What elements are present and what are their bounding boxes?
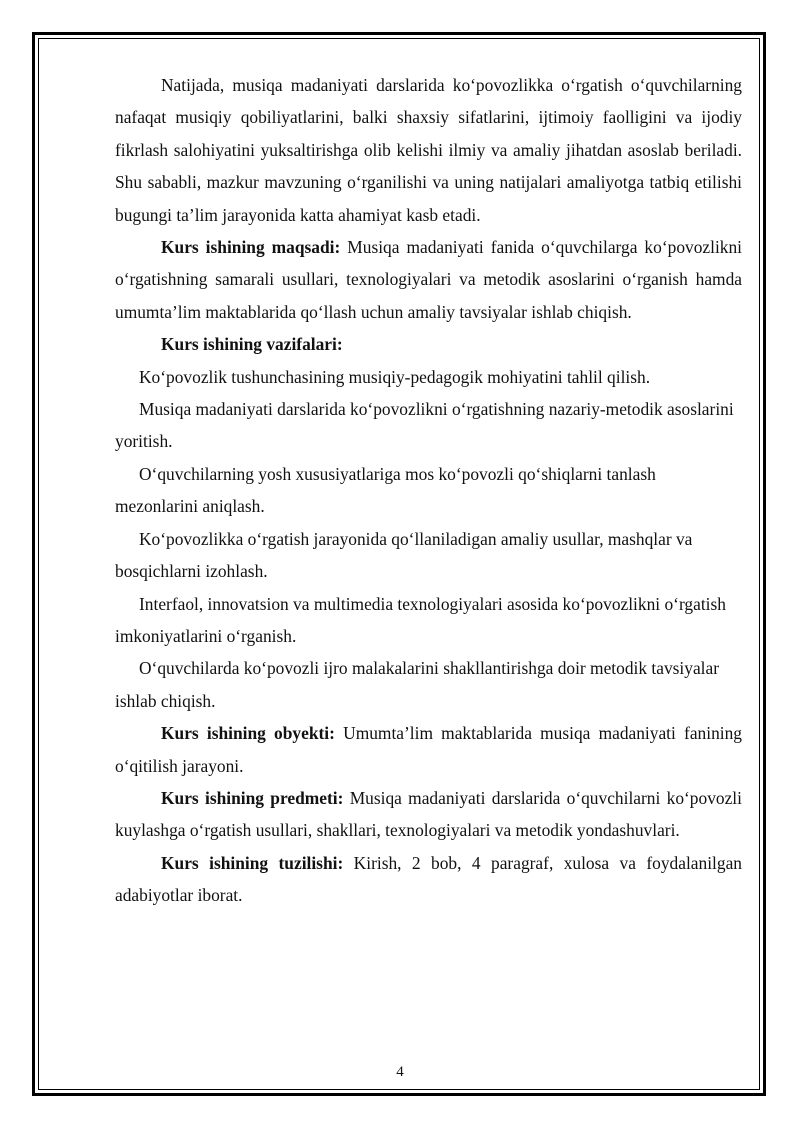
- document-body: [115, 69, 742, 912]
- task-item: O‘quvchilarda ko‘povozli ijro malakalarini shakllantirishga doir metodik tavsiyalar ishlab chiqish.: [115, 658, 720, 711]
- task-item: Ko‘povozlik tushunchasining musiqiy-pedagogik mohiyatini tahlil qilish.: [139, 366, 651, 387]
- object-paragraph: [115, 717, 742, 782]
- task-item: Interfaol, innovatsion va multimedia texnologiyalari asosida ko‘povozlikni o‘rgatish imkoniyatlarini o‘rganish.: [115, 593, 726, 646]
- subject-label: Kurs ishining predmeti:: [161, 787, 344, 808]
- goal-label: Kurs ishining maqsadi:: [161, 237, 341, 258]
- page-number: 4: [396, 1064, 404, 1080]
- object-label: Kurs ishining obyekti:: [161, 723, 335, 744]
- goal-paragraph: [115, 231, 742, 328]
- subject-text: Musiqa madaniyati darslarida o‘quvchilarni ko‘povozli kuylashga o‘rgatish usullari, shakllari, texnologiyalari va metodik yondashuvlari.: [115, 787, 742, 841]
- task-item: Ko‘povozlikka o‘rgatish jarayonida qo‘llaniladigan amaliy usullar, mashqlar va bosqichlarni izohlash.: [115, 528, 693, 582]
- task-item: Musiqa madaniyati darslarida ko‘povozlikni o‘rgatishning nazariy-metodik asoslarini yoritish.: [115, 399, 734, 452]
- tasks-heading: [115, 328, 742, 360]
- tasks-heading-label: Kurs ishining vazifalari:: [161, 334, 343, 355]
- object-text: Umumta’lim maktablarida musiqa madaniyati fanining o‘qitilish jarayoni.: [115, 723, 742, 776]
- structure-text: Kirish, 2 bob, 4 paragraf, xulosa va foydalanilgan adabiyotlar iborat.: [115, 852, 742, 906]
- task-item: O‘quvchilarning yosh xususiyatlariga mos ko‘povozli qo‘shiqlarni tanlash mezonlarini aniqlash.: [115, 463, 656, 517]
- goal-text: Musiqa madaniyati fanida o‘quvchilarga ko‘povozlikni o‘rgatishning samarali usullari, texnologiyalari va metodik asoslarini o‘rganish hamda umumta’lim maktablarida qo‘llash uchun amaliy tavsiyalar ishlab chiqish.: [115, 237, 743, 322]
- structure-label: Kurs ishining tuzilishi:: [161, 852, 344, 873]
- structure-paragraph: [115, 847, 742, 912]
- subject-paragraph: [115, 782, 742, 847]
- intro-paragraph: Natijada, musiqa madaniyati darslarida ko‘povozlikka o‘rgatish o‘quvchilarning nafaqat musiqiy qobiliyatlarini, balki shaxsiy sifatlarini, ijtimoiy faolligini va ijodiy fikrlash salohiyatini yuksaltirishga olib kelishi ilmiy va amaliy jihatdan asoslab beriladi. Shu sababli, mazkur mavzuning o‘rganilishi va uning natijalari amaliyotga tatbiq etilishi bugungi ta’lim jarayonida katta ahamiyat kasb etadi.: [115, 75, 742, 225]
